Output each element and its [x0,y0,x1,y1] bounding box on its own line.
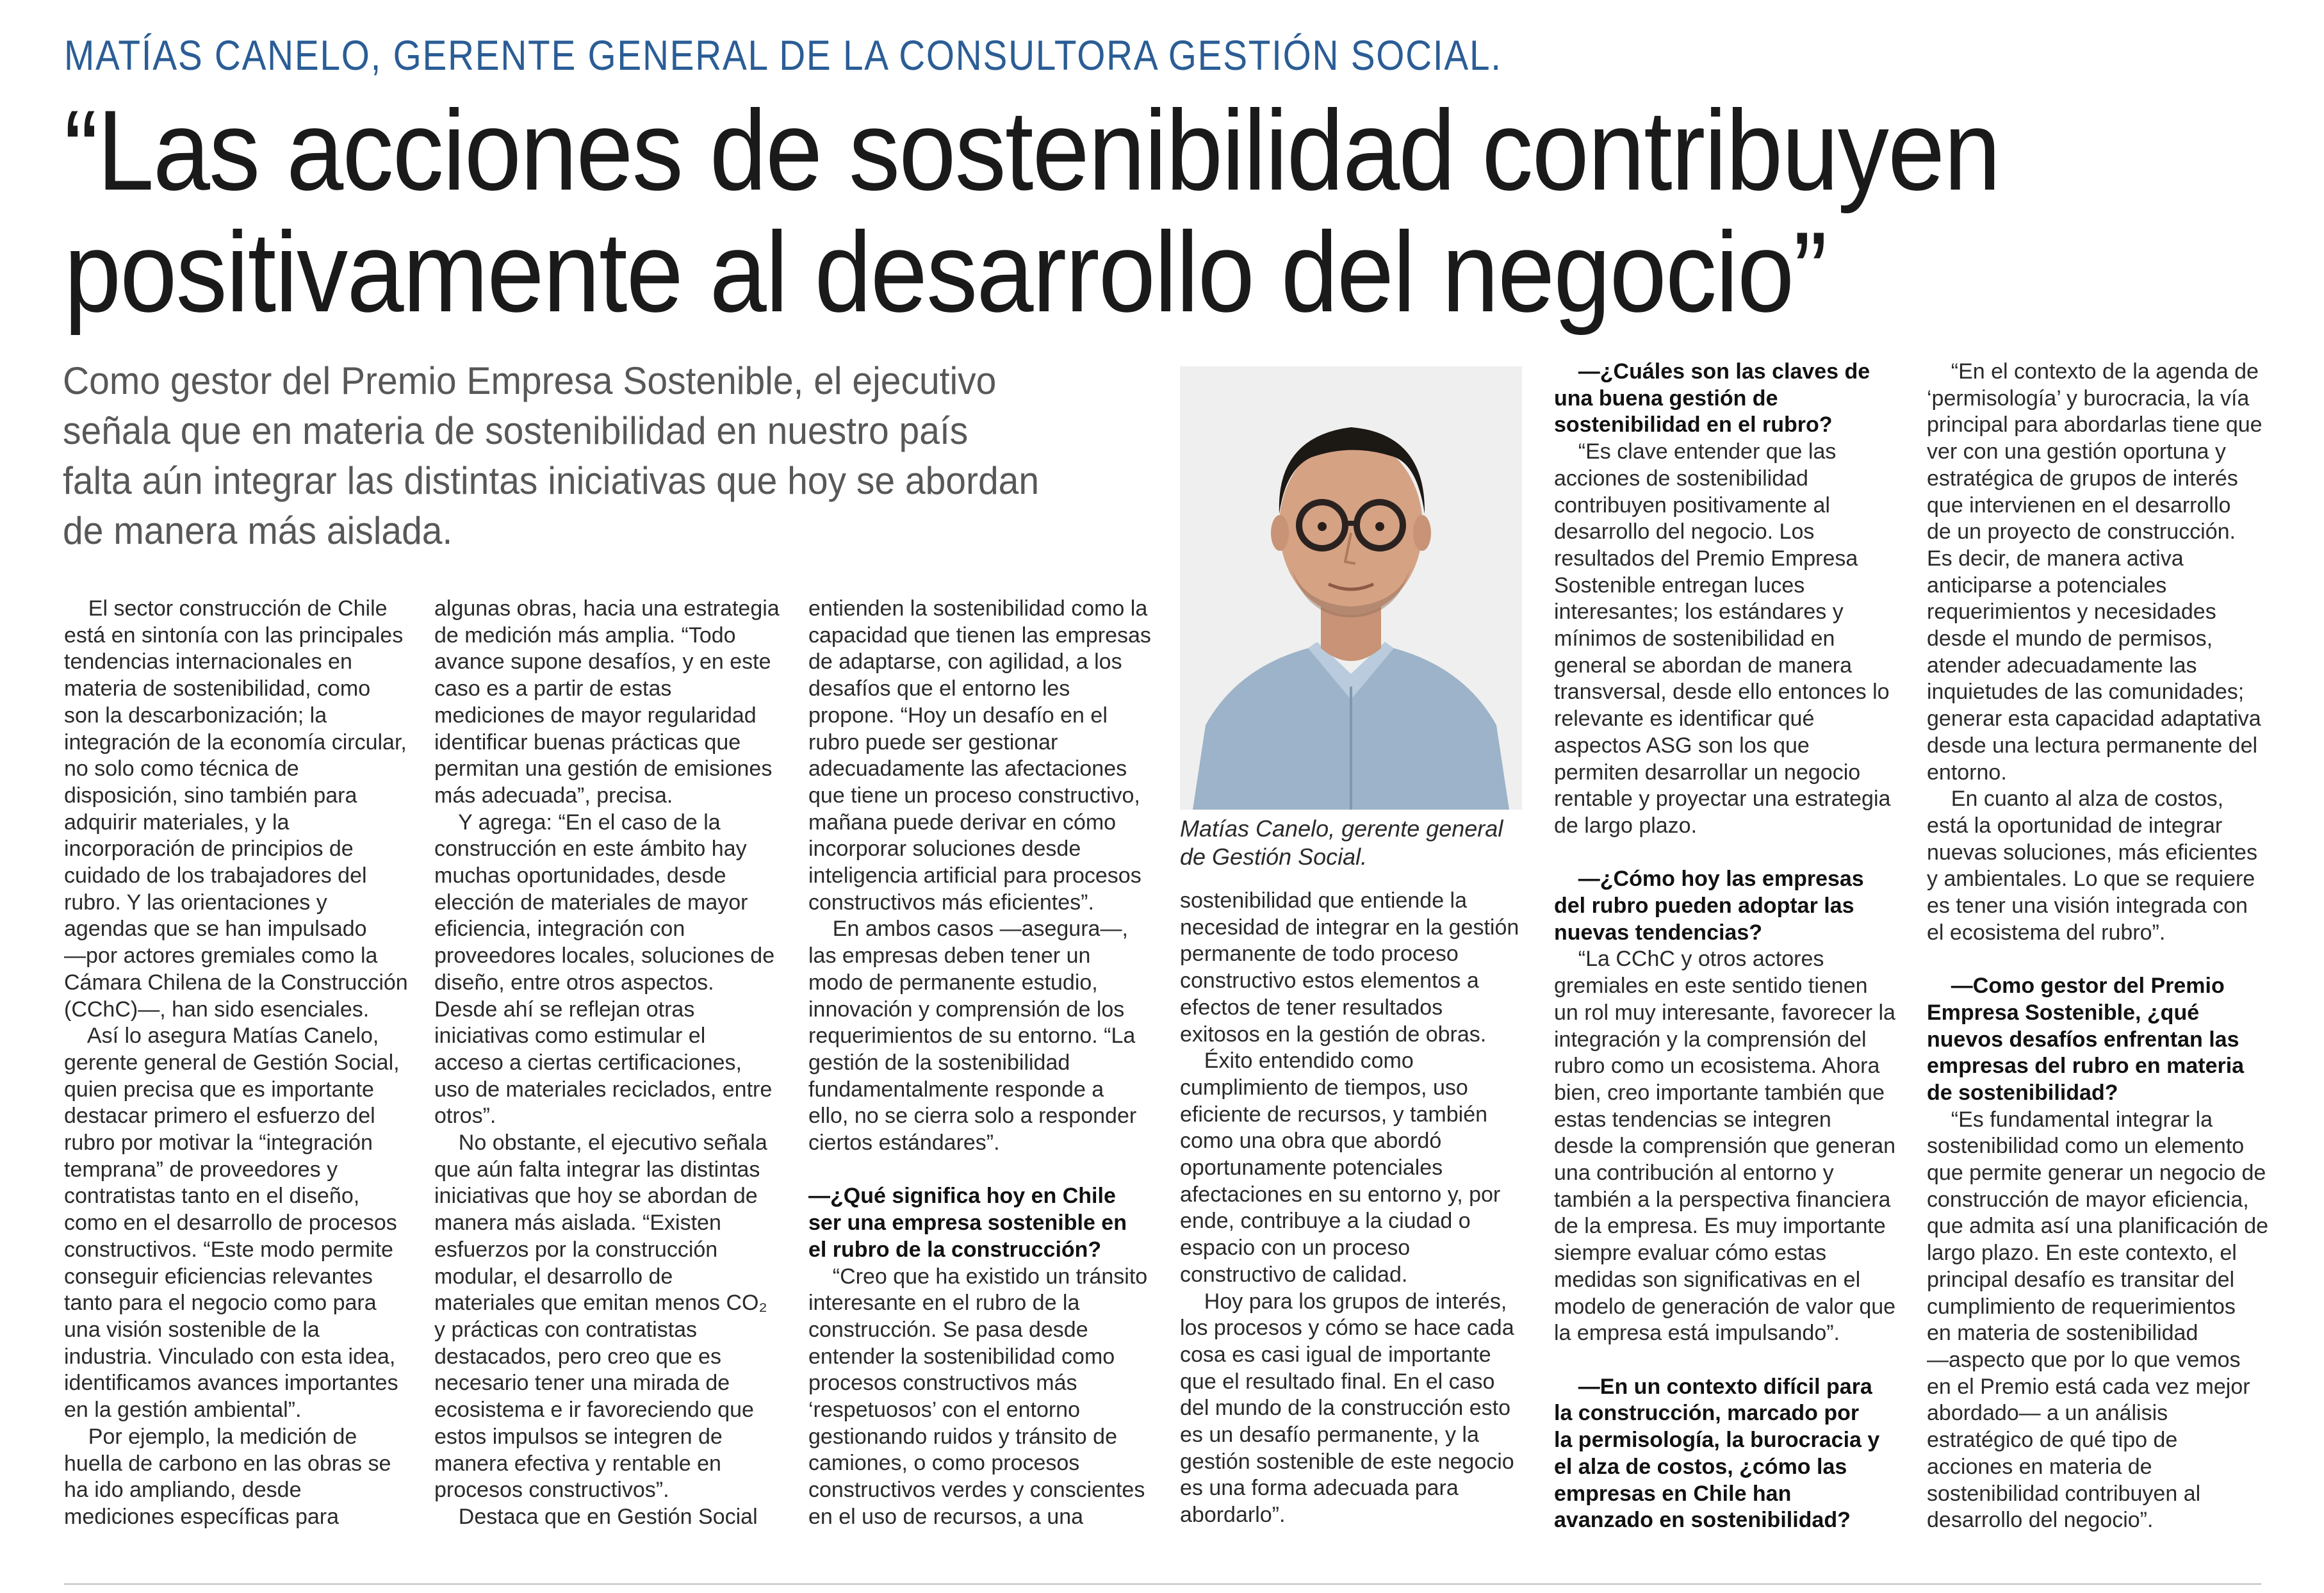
question-line: sostenibilidad en el rubro? [1554,413,1833,437]
body-line: los procesos y cómo se hace cada [1180,1316,1514,1341]
body-line: más adecuada”, precisa. [434,783,673,808]
body-line: necesidad de integrar en la gestión [1180,915,1519,940]
body-line: Y agrega: “En el caso de la [434,810,721,835]
body-line: permitan una gestión de emisiones [434,756,773,781]
body-line: una contribución al entorno y [1554,1161,1834,1186]
body-line: cumplimiento de tiempos, uso [1180,1075,1468,1100]
paragraph-gap [1554,1347,1887,1374]
body-line: contribuyen positivamente al [1554,493,1830,518]
body-line: muchas oportunidades, desde [434,863,726,888]
body-line: entorno. [1927,760,2007,785]
body-line: desde la comprensión que generan [1554,1134,1896,1159]
body-line: sostenibilidad como un elemento [1927,1134,2245,1159]
body-line: principal para abordarlas tiene que [1927,413,2263,437]
body-line: diseño, entre otros aspectos. [434,970,714,995]
body-line: “La CChC y otros actores [1554,947,1824,972]
body-line: es una forma adecuada para [1180,1476,1459,1501]
body-line: rentable y proyectar una estrategia [1554,787,1891,812]
column-5 [1554,359,1896,1534]
question-line: —En un contexto difícil para [1554,1374,1872,1399]
body-line: rubro. Y las orientaciones y [64,890,327,915]
body-line: exitosos en la gestión de obras. [1180,1022,1487,1047]
body-line: construcción de mayor eficiencia, [1927,1187,2249,1212]
body-line: desde una lectura permanente del [1927,733,2258,758]
body-line: identificar buenas prácticas que [434,730,741,755]
body-line: atender adecuadamente las [1927,653,2197,678]
body-line: “Es fundamental integrar la [1927,1107,2213,1132]
deck [63,356,1165,556]
body-line: y ambientales. Lo que se requiere [1927,867,2255,892]
body-line: camiones, o como procesos [808,1451,1080,1476]
body-line: constructivos más eficientes”. [808,890,1094,915]
body-line: ende, contribuye a la ciudad o [1180,1209,1471,1234]
body-line: interesante en el rubro de la [808,1291,1080,1316]
body-line: estratégico de qué tipo de [1927,1428,2178,1453]
body-line: avance supone desafíos, y en este [434,649,771,674]
body-line: desafíos que el entorno les [808,676,1070,701]
body-line: modo de permanente estudio, [808,970,1098,995]
body-line: ver con una gestión oportuna y [1927,439,2226,464]
body-line: identificamos avances importantes [64,1371,398,1396]
body-line: sostenibilidad contribuyen al [1927,1481,2201,1506]
body-line: otros”. [434,1104,496,1129]
bottom-rule [64,1583,2261,1585]
question-line: empresas del rubro en materia [1927,1054,2245,1079]
body-line: en la gestión ambiental”. [64,1398,302,1423]
body-line: interesantes; los estándares y [1554,600,1844,625]
body-line: general se abordan de manera [1554,653,1852,678]
body-line: ‘permisología’ y burocracia, la vía [1927,386,2250,411]
body-line: acceso a ciertas certificaciones, [434,1050,742,1075]
body-line: son la descarbonización; la [64,703,327,728]
body-line: No obstante, el ejecutivo señala [434,1131,767,1156]
question-line: de sostenibilidad? [1927,1080,2118,1105]
body-line: las empresas deben tener un [808,944,1091,968]
body-line: estas tendencias se integren [1554,1107,1831,1132]
body-line: uso de materiales reciclados, entre [434,1077,773,1102]
body-line: cuidado de los trabajadores del [64,863,367,888]
body-line: gestión de la sostenibilidad [808,1050,1070,1075]
question-line: la permisología, la burocracia y [1554,1428,1880,1453]
body-line: Desde ahí se reflejan otras [434,997,695,1022]
body-line: El sector construcción de Chile [64,596,388,621]
portrait-illustration [1180,366,1522,810]
body-line: procesos constructivos más [808,1371,1077,1396]
photo-caption [1180,815,1539,871]
body-line: como en el desarrollo de procesos [64,1211,397,1236]
deck-line: falta aún integrar las distintas iniciativas que hoy se abordan [63,459,1040,502]
column-1 [64,596,408,1531]
body-line: iniciativas como estimular el [434,1024,706,1049]
body-line: incorporación de principios de [64,837,354,862]
body-line: nuevas soluciones, más eficientes [1927,840,2257,865]
deck-line: de manera más aislada. [63,509,453,552]
body-line: algunas obras, hacia una estrategia [434,596,780,621]
question-line: ser una empresa sostenible en [808,1211,1127,1236]
body-line: Éxito entendido como [1180,1049,1414,1074]
body-line: y prácticas con contratistas [434,1317,698,1342]
body-line: ello, no se cierra solo a responder [808,1104,1137,1129]
body-line: ciertos estándares”. [808,1131,1000,1156]
body-line: la empresa está impulsando”. [1554,1321,1840,1346]
body-line: estratégica de grupos de interés [1927,466,2238,491]
body-line: mínimos de sostenibilidad en [1554,626,1835,651]
paragraph-gap [808,1157,1142,1184]
body-line: afectaciones en su entorno y, por [1180,1182,1501,1207]
body-line: en materia de sostenibilidad [1927,1321,2198,1346]
body-line: huella de carbono en las obras se [64,1451,391,1476]
body-line: adecuadamente las afectaciones [808,756,1127,781]
body-line: industria. Vinculado con esta idea, [64,1344,396,1369]
body-line: fundamentalmente responde a [808,1077,1104,1102]
body-line: permiten desarrollar un negocio [1554,760,1861,785]
body-line: entienden la sostenibilidad como la [808,596,1148,621]
body-line: ‘respetuosos’ con el entorno [808,1398,1081,1423]
body-line: efectos de tener resultados [1180,995,1443,1020]
body-line: necesario tener una mirada de [434,1371,730,1396]
question-line: el alza de costos, ¿cómo las [1554,1454,1847,1479]
body-line: de medición más amplia. “Todo [434,623,736,648]
body-line: que aún falta integrar las distintas [434,1157,760,1182]
body-line: constructivos. “Este modo permite [64,1237,393,1262]
body-line: —aspecto que por lo que vemos [1927,1348,2241,1372]
body-line: integración y la comprensión del [1554,1027,1867,1052]
body-line: Sostenible entregan luces [1554,573,1805,598]
body-line: procesos constructivos”. [434,1478,669,1503]
body-line: —por actores gremiales como la [64,944,378,968]
body-line: mañana puede derivar en cómo [808,810,1117,835]
body-line: incorporar soluciones desde [808,837,1081,862]
body-line: requerimientos y necesidades [1927,600,2216,625]
body-line: de un proyecto de construcción. [1927,519,2236,544]
question-line: del rubro pueden adoptar las [1554,894,1854,919]
body-line: Por ejemplo, la medición de [64,1424,357,1449]
deck-line: señala que en materia de sostenibilidad en nuestro país [63,409,969,452]
body-line: elección de materiales de mayor [434,890,748,915]
body-line: está en sintonía con las principales [64,623,404,648]
body-line: (CChC)—, han sido esenciales. [64,997,370,1022]
body-line: generar esta capacidad adaptativa [1927,707,2261,731]
column-4 [1180,888,1519,1529]
body-line: modelo de generación de valor que [1554,1294,1896,1319]
body-line: En ambos casos —asegura—, [808,917,1128,942]
body-line: que permite generar un negocio de [1927,1161,2266,1186]
body-line: está la oportunidad de integrar [1927,813,2223,838]
body-line: “Es clave entender que las [1554,439,1837,464]
body-line: ha ido ampliando, desde [64,1478,302,1503]
body-line: agendas que se han impulsado [64,917,367,942]
body-line: “Creo que ha existido un tránsito [808,1264,1148,1289]
body-line: desde el mundo de permisos, [1927,626,2213,651]
body-line: una visión sostenible de la [64,1317,320,1342]
caption-line: Matías Canelo, gerente general [1180,815,1503,842]
body-line: gestionando ruidos y tránsito de [808,1424,1117,1449]
body-line: medidas son significativas en el [1554,1267,1861,1292]
deck-line: Como gestor del Premio Empresa Sostenible, el ejecutivo [63,359,997,402]
body-line: también a la perspectiva financiera [1554,1187,1891,1212]
question-line: —Como gestor del Premio [1927,974,2225,999]
column-2 [434,596,780,1531]
body-line: del mundo de la construcción esto [1180,1396,1510,1421]
body-line: integración de la economía circular, [64,730,407,755]
body-line: que intervienen en el desarrollo [1927,493,2231,518]
body-line: materiales que emitan menos CO₂ [434,1291,767,1316]
body-line: largo plazo. En este contexto, el [1927,1241,2237,1266]
body-line: constructivo de calidad. [1180,1262,1408,1287]
body-line: abordado— a un análisis [1927,1401,2168,1426]
headline [64,86,2024,336]
body-line: destacar primero el esfuerzo del [64,1104,375,1129]
body-line: abordarlo”. [1180,1503,1286,1528]
body-line: que admita así una planificación de [1927,1214,2269,1239]
body-line: disposición, sino también para [64,783,357,808]
body-line: no solo como técnica de [64,756,299,781]
body-line: proveedores locales, soluciones de [434,944,775,968]
body-line: el ecosistema del rubro”. [1927,920,2166,945]
body-line: capacidad que tienen las empresas [808,623,1151,648]
portrait-photo [1180,366,1522,810]
body-line: bien, creo importante también que [1554,1080,1885,1105]
body-line: temprana” de proveedores y [64,1157,338,1182]
body-line: conseguir eficiencias relevantes [64,1264,373,1289]
body-line: mediciones específicas para [64,1504,340,1529]
body-line: Destaca que en Gestión Social [434,1504,758,1529]
body-line: estos impulsos se integren de [434,1424,723,1449]
caption-line: de Gestión Social. [1180,844,1368,870]
body-line: manera más aislada. “Existen [434,1211,721,1236]
body-line: transversal, desde ello entonces lo [1554,680,1890,705]
headline-line: “Las acciones de sostenibilidad contribuyen [64,86,2000,214]
body-line: rubro puede ser gestionar [808,730,1058,755]
body-line: de largo plazo. [1554,813,1698,838]
body-line: sostenibilidad que entiende la [1180,888,1468,913]
body-line: construcción. Se pasa desde [808,1317,1088,1342]
question-line: empresas en Chile han [1554,1481,1792,1506]
body-line: en el uso de recursos, a una [808,1504,1084,1529]
body-line: siempre evaluar cómo estas [1554,1241,1827,1266]
question-line: nuevas tendencias? [1554,920,1763,945]
body-line: cumplimiento de requerimientos [1927,1294,2236,1319]
body-line: es un desafío permanente, y la [1180,1423,1479,1448]
body-line: es tener una visión integrada con [1927,894,2248,919]
body-line: desarrollo del negocio”. [1927,1508,2154,1533]
body-line: innovación y comprensión de los [808,997,1125,1022]
body-line: Así lo asegura Matías Canelo, [64,1024,379,1049]
body-line: constructivo estos elementos a [1180,968,1479,993]
body-line: inquietudes de las comunidades; [1927,680,2245,705]
body-line: requerimientos de su entorno. “La [808,1024,1136,1049]
body-line: de adaptarse, con agilidad, a los [808,649,1122,674]
question-line: la construcción, marcado por [1554,1401,1860,1426]
column-3 [808,596,1151,1531]
question-line: avanzado en sostenibilidad? [1554,1508,1851,1533]
body-line: inteligencia artificial para procesos [808,863,1142,888]
paragraph-gap [1554,840,1887,867]
body-line: anticiparse a potenciales [1927,573,2167,598]
body-line: oportunamente potenciales [1180,1156,1443,1180]
body-line: quien precisa que es importante [64,1077,374,1102]
paragraph-gap [1927,946,2260,973]
body-line: destacados, pero creo que es [434,1344,721,1369]
body-line: constructivos verdes y conscientes [808,1478,1145,1503]
body-line: espacio con un proceso [1180,1236,1411,1261]
question-line: una buena gestión de [1554,386,1778,411]
body-line: permanente de todo proceso [1180,942,1459,967]
body-line: en el Premio está cada vez mejor [1927,1374,2250,1399]
body-line: que el resultado final. En el caso [1180,1369,1495,1394]
body-line: principal desafío es transitar del [1927,1267,2235,1292]
body-line: iniciativas que hoy se abordan de [434,1184,758,1209]
body-line: Es decir, de manera activa [1927,546,2184,571]
body-line: un rol muy interesante, favorecer la [1554,1000,1895,1025]
body-line: tendencias internacionales en [64,649,352,674]
question-line: —¿Cuáles son las claves de [1554,359,1870,384]
body-line: adquirir materiales, y la [64,810,290,835]
body-line: como una obra que abordó [1180,1129,1442,1154]
body-line: contratistas tanto en el diseño, [64,1184,360,1209]
body-line: esfuerzos por la construcción [434,1237,718,1262]
question-line: el rubro de la construcción? [808,1237,1102,1262]
body-line: acciones de sostenibilidad [1554,466,1808,491]
body-line: resultados del Premio Empresa [1554,546,1858,571]
body-line: relevante es identificar qué [1554,707,1815,731]
body-line: de la empresa. Es muy importante [1554,1214,1886,1239]
body-line: aspectos ASG son los que [1554,733,1810,758]
question-line: nuevos desafíos enfrentan las [1927,1027,2239,1052]
body-line: En cuanto al alza de costos, [1927,787,2224,812]
body-line: manera efectiva y rentable en [434,1451,721,1476]
body-line: eficiente de recursos, y también [1180,1102,1488,1127]
headline-line: positivamente al desarrollo del negocio” [64,208,1826,336]
body-line: Cámara Chilena de la Construcción [64,970,408,995]
body-line: entender la sostenibilidad como [808,1344,1115,1369]
question-line: —¿Qué significa hoy en Chile [808,1184,1116,1209]
body-line: que tiene un proceso constructivo, [808,783,1140,808]
body-line: Hoy para los grupos de interés, [1180,1289,1507,1314]
body-line: desarrollo del negocio. Los [1554,519,1815,544]
question-line: Empresa Sostenible, ¿qué [1927,1000,2200,1025]
body-line: rubro por motivar la “integración [64,1131,373,1156]
body-line: modular, el desarrollo de [434,1264,673,1289]
body-line: gerente general de Gestión Social, [64,1050,400,1075]
kicker: MATÍAS CANELO, GERENTE GENERAL DE LA CONSULTORA GESTIÓN SOCIAL. [64,31,1502,79]
body-line: cosa es casi igual de importante [1180,1342,1491,1367]
body-line: tanto para el negocio como para [64,1291,377,1316]
body-line: gremiales en este sentido tienen [1554,974,1868,999]
body-line: “En el contexto de la agenda de [1927,359,2259,384]
body-line: caso es a partir de estas [434,676,672,701]
body-line: gestión sostenible de este negocio [1180,1449,1514,1474]
body-line: acciones en materia de [1927,1454,2152,1479]
body-line: eficiencia, integración con [434,917,685,942]
question-line: —¿Cómo hoy las empresas [1554,867,1864,892]
body-line: propone. “Hoy un desafío en el [808,703,1108,728]
body-line: construcción en este ámbito hay [434,837,747,862]
body-line: rubro como un ecosistema. Ahora [1554,1054,1880,1079]
body-line: materia de sostenibilidad, como [64,676,371,701]
column-6 [1927,359,2269,1534]
body-line: mediciones de mayor regularidad [434,703,757,728]
body-line: ecosistema e ir favoreciendo que [434,1398,754,1423]
